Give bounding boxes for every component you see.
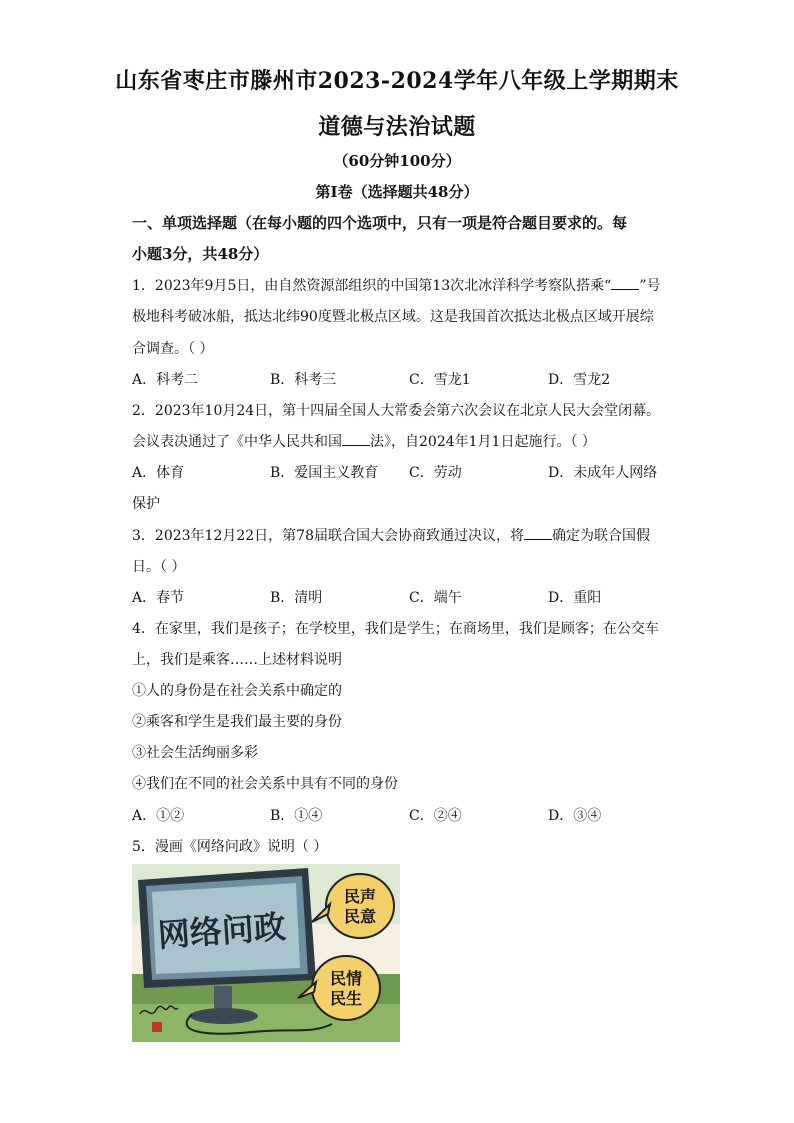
q3-option-c: C．端午 <box>409 590 462 606</box>
exam-title-line2: 道德与法治试题 <box>318 114 476 140</box>
q2-text-b: 法》，自2024年1月1日起施行。（ ） <box>370 434 596 450</box>
q4-line2: 上，我们是乘客……上述材料说明 <box>132 652 342 668</box>
q2-option-c: C．劳动 <box>409 465 462 481</box>
exam-title-line1: 山东省枣庄市滕州市2023-2024学年八年级上学期期末 <box>115 68 679 94</box>
bubble2-line2: 民生 <box>329 989 363 1008</box>
q1-option-a: A．科考二 <box>132 372 199 388</box>
q4-statement-3: ③社会生活绚丽多彩 <box>132 745 258 761</box>
q1-text-b: ”号 <box>639 278 661 294</box>
q5-line1: 5．漫画《网络问政》说明（ ） <box>132 839 328 855</box>
q2-text-a: 会议表决通过了《中华人民共和国 <box>132 434 342 450</box>
q2-option-d: D．未成年人网络 <box>548 465 658 481</box>
exam-duration: （60分钟100分） <box>333 152 461 170</box>
section-instruction-line2: 小题3分，共48分） <box>132 245 269 263</box>
bubble1-line2: 民意 <box>343 907 377 926</box>
q2-option-d-continued: 保护 <box>132 496 160 512</box>
q2-line2 <box>132 431 672 451</box>
q3-text-b: 确定为联合国假 <box>551 528 650 544</box>
q2-line1: 2．2023年10月24日，第十四届全国人大常委会第六次会议在北京人民大会堂闭幕。 <box>132 403 661 419</box>
q2-blank <box>342 433 370 446</box>
q4-option-c: C．②④ <box>409 808 462 824</box>
bubble2-line1: 民情 <box>329 969 363 988</box>
monitor-screen-text: 网络问政 <box>156 907 287 955</box>
q1-line3: 合调查。（ ） <box>132 341 214 357</box>
q1-option-c: C．雪龙1 <box>409 372 471 388</box>
q1-option-b: B．科考三 <box>270 372 337 388</box>
q3-line2: 日。（ ） <box>132 559 186 575</box>
q4-statement-2: ②乘客和学生是我们最主要的身份 <box>132 714 342 730</box>
q4-statement-1: ①人的身份是在社会关系中确定的 <box>132 683 342 699</box>
q5-comic-image <box>132 864 400 1042</box>
q3-blank <box>524 527 552 540</box>
volume-heading: 第Ⅰ卷（选择题共48分） <box>315 183 479 201</box>
q4-option-b: B．①④ <box>270 808 323 824</box>
q3-text-a: 3．2023年12月22日，第78届联合国大会协商致通过决议，将 <box>132 528 524 544</box>
q4-option-a: A．①② <box>132 808 185 824</box>
q1-line1 <box>132 275 672 295</box>
section-instruction-line1: 一、单项选择题（在每小题的四个选项中，只有一项是符合题目要求的。每 <box>132 214 628 232</box>
q3-option-d: D．重阳 <box>548 590 602 606</box>
q4-option-d: D．③④ <box>548 808 602 824</box>
q3-option-a: A．春节 <box>132 590 185 606</box>
q1-blank <box>611 277 639 290</box>
q1-line2: 极地科考破冰船，抵达北纬90度暨北极点区域。这是我国首次抵达北极点区域开展综 <box>132 309 654 325</box>
q4-statement-4: ④我们在不同的社会关系中具有不同的身份 <box>132 776 398 792</box>
bubble1-line1: 民声 <box>343 887 377 906</box>
q3-line1 <box>132 525 672 545</box>
q1-option-d: D．雪龙2 <box>548 372 611 388</box>
q4-line1: 4．在家里，我们是孩子；在学校里，我们是学生；在商场里，我们是顾客；在公交车 <box>132 621 659 637</box>
q2-option-b: B．爱国主义教育 <box>270 465 379 481</box>
q1-text-a: 1．2023年9月5日，由自然资源部组织的中国第13次北冰洋科学考察队搭乘“ <box>132 278 612 294</box>
q2-option-a: A．体育 <box>132 465 185 481</box>
q3-option-b: B．清明 <box>270 590 323 606</box>
